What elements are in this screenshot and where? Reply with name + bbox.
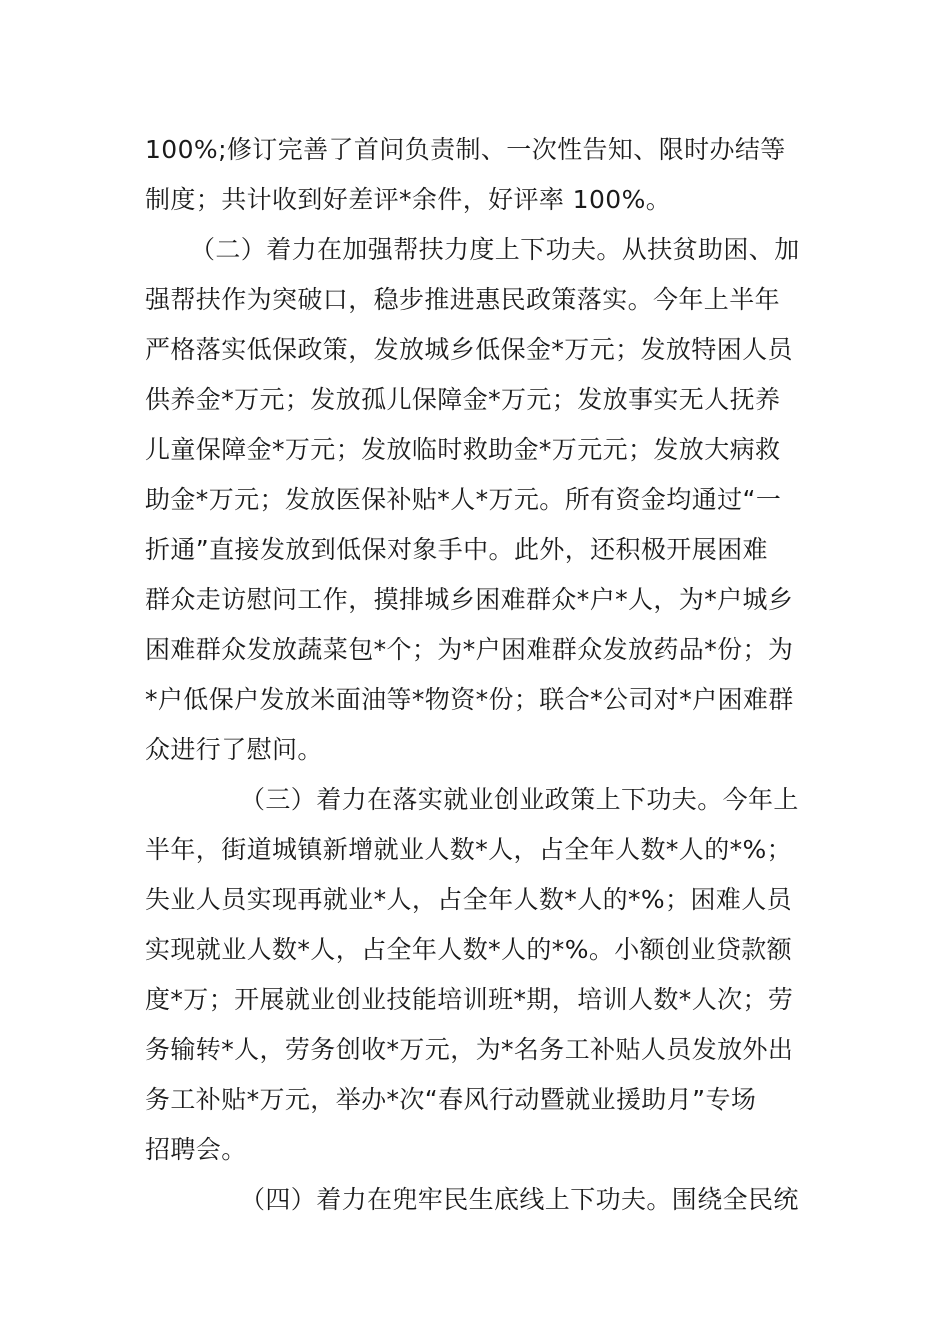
section-2-heading-line: （二）着力在加强帮扶力度上下功夫。从扶贫助困、加 [190,235,800,264]
text-line-11: 困难群众发放蔬菜包*个；为*户困难群众发放药品*份；为 [145,635,794,664]
text-line-21: 招聘会。 [145,1135,247,1164]
text-line-15: 半年，街道城镇新增就业人数*人，占全年人数*人的*%； [145,835,793,864]
text-line-9: 折通”直接发放到低保对象手中。此外，还积极开展困难 [145,535,768,564]
text-line-7: 儿童保障金*万元；发放临时救助金*万元元；发放大病救 [145,435,781,464]
text-line-5: 严格落实低保政策，发放城乡低保金*万元；发放特困人员 [145,335,793,364]
section-4-heading-line: （四）着力在兜牢民生底线上下功夫。围绕全民统 [240,1185,799,1214]
text-line-20: 务工补贴*万元，举办*次“春风行动暨就业援助月”专场 [145,1085,757,1114]
text-line-10: 群众走访慰问工作，摸排城乡困难群众*户*人，为*户城乡 [145,585,794,614]
text-line-18: 度*万；开展就业创业技能培训班*期，培训人数*人次；劳 [145,985,794,1014]
text-line-6: 供养金*万元；发放孤儿保障金*万元；发放事实无人抚养 [145,385,781,414]
text-line-16: 失业人员实现再就业*人，占全年人数*人的*%；困难人员 [145,885,793,914]
section-3-heading-line: （三）着力在落实就业创业政策上下功夫。今年上 [240,785,799,814]
text-line-19: 务输转*人，劳务创收*万元，为*名务工补贴人员发放外出 [145,1035,794,1064]
text-line-2: 制度；共计收到好差评*余件，好评率 100%。 [145,185,672,214]
text-line-12: *户低保户发放米面油等*物资*份；联合*公司对*户困难群 [145,685,794,714]
text-line-4: 强帮扶作为突破口，稳步推进惠民政策落实。今年上半年 [145,285,781,314]
text-line-8: 助金*万元；发放医保补贴*人*万元。所有资金均通过“一 [145,485,782,514]
text-line-1: 100%;修订完善了首问负责制、一次性告知、限时办结等 [145,135,786,164]
text-line-17: 实现就业人数*人，占全年人数*人的*%。小额创业贷款额 [145,935,793,964]
text-line-13: 众进行了慰问。 [145,735,323,764]
